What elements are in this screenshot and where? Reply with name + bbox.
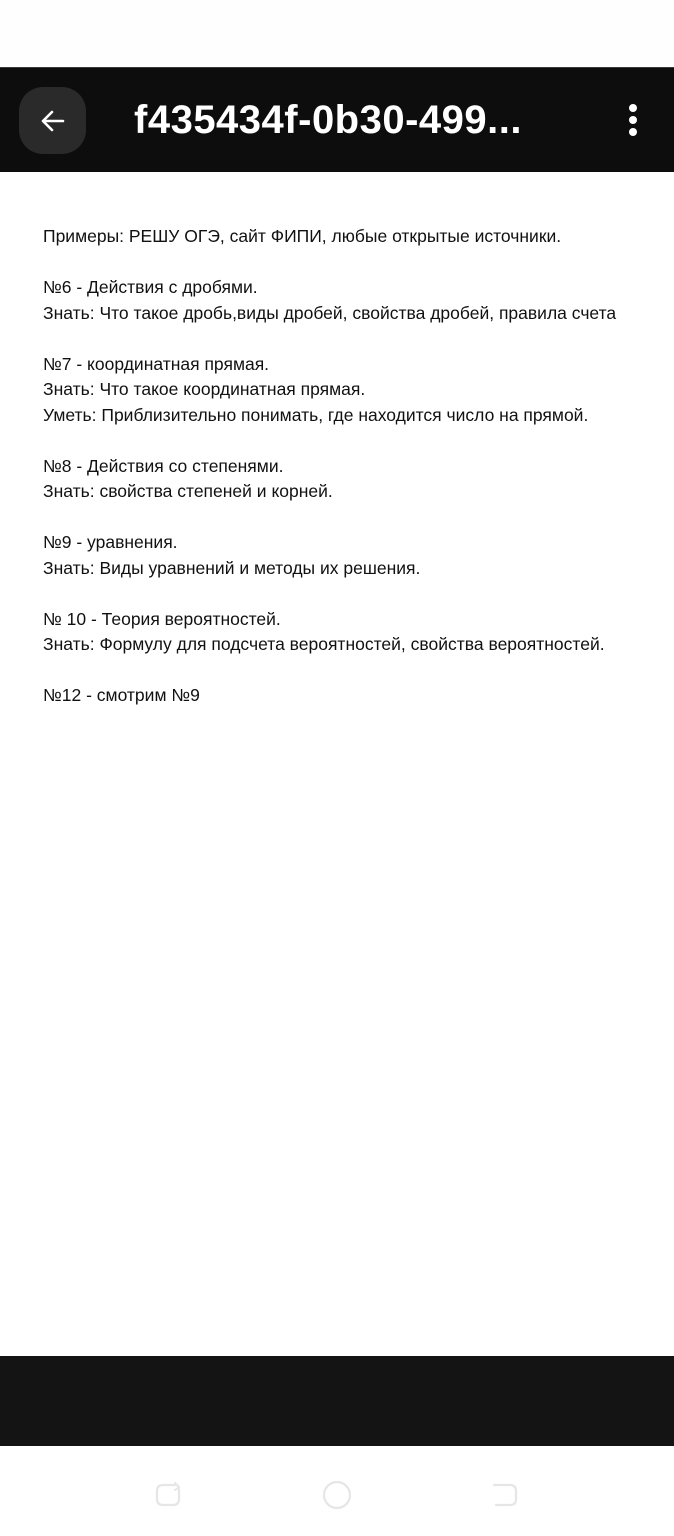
doc-paragraph-task-8 [43,454,674,505]
bottom-toolbar [0,1356,674,1446]
doc-line: Знать: Что такое координатная прямая. [43,379,366,399]
system-back-icon [490,1480,520,1510]
arrow-left-icon [39,107,67,135]
doc-line-heading: №12 - смотрим №9 [43,685,200,705]
more-options-button[interactable] [612,98,654,142]
more-vertical-icon-dot [629,116,637,124]
doc-paragraph-sources [43,224,674,250]
document-title: f435434f-0b30-499... [134,98,523,142]
doc-paragraph-task-9 [43,530,674,581]
doc-line-heading: №7 - координатная прямая. [43,353,270,374]
document-viewport[interactable] [0,172,674,1356]
app-header [0,67,674,172]
back-button[interactable] [19,87,86,154]
system-navigation-bar [0,1446,674,1536]
doc-line: Знать: Виды уравнений и методы их решения. [43,557,421,578]
doc-line: Примеры: РЕШУ ОГЭ, сайт ФИПИ, любые открытые источники. [43,226,562,246]
more-vertical-icon-dot [629,128,637,136]
doc-paragraph-task-6 [43,275,674,326]
doc-line: Знать: Что такое дробь,виды дробей, свойства дробей, правила счета [43,302,617,323]
doc-line-heading: №8 - Действия со степенями. [43,455,284,476]
doc-line: Уметь: Приблизительно понимать, где находится число на прямой. [43,404,589,425]
home-button[interactable] [320,1478,354,1512]
doc-line-heading: №9 - уравнения. [43,532,178,552]
doc-paragraph-task-7 [43,352,674,429]
doc-line-heading: №6 - Действия с дробями. [43,277,258,297]
doc-paragraph-task-12 [43,683,674,709]
more-vertical-icon [629,104,637,112]
doc-line-heading: № 10 - Теория вероятностей. [43,608,281,629]
recents-button[interactable] [151,1478,185,1512]
home-icon [321,1479,353,1511]
status-bar [0,0,674,67]
doc-line: Знать: свойства степеней и корней. [43,481,333,501]
document-page [43,224,674,734]
doc-line: Знать: Формулу для подсчета вероятностей, свойства вероятностей. [43,634,605,654]
recents-icon [153,1480,183,1510]
doc-paragraph-task-10 [43,607,674,658]
system-back-button[interactable] [488,1478,522,1512]
